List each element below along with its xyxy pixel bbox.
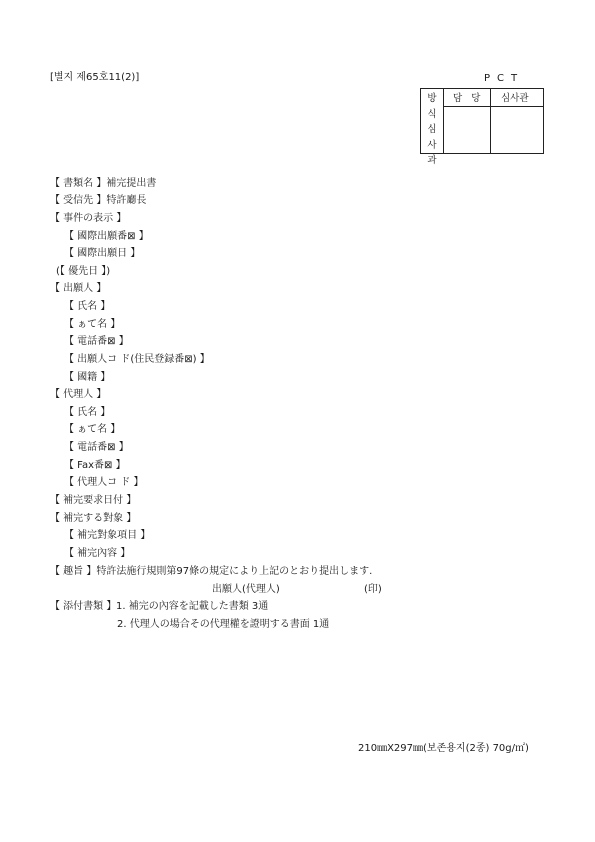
stamp-side-char: 사	[427, 139, 437, 151]
line-intl-application-date: 【 國際出願日 】	[64, 248, 141, 259]
line-applicant-phone: 【 電話番⊠ 】	[64, 336, 129, 347]
examiner-stamp-box	[420, 88, 544, 166]
stamp-col2-label: 심사관	[501, 93, 529, 104]
line-applicant-name: 【 氏名 】	[64, 301, 111, 312]
attachment-item-1: 1. 補完の內容を記載した書類 3通	[116, 601, 269, 612]
line-supplement-item: 【 補完對象項目 】	[64, 530, 151, 541]
line-agent-code: 【 代理人コ ド 】	[64, 477, 144, 488]
line-purpose: 【 趣旨 】特許法施行規則第97條の規定により上記のとおり提出します.	[50, 566, 373, 577]
stamp-side-char: 방	[427, 93, 437, 104]
line-applicant-code: 【 出願人コ ド(住民登録番⊠) 】	[64, 354, 210, 365]
line-agent-fax: 【 Fax番⊠ 】	[64, 460, 126, 471]
attachments-label: 【 添付書類 】	[50, 601, 117, 612]
line-supplement-target: 【 補完する對象 】	[50, 513, 137, 524]
line-applicant: 【 出願人 】	[50, 283, 107, 294]
line-intl-application-number: 【 國際出願番⊠ 】	[64, 231, 149, 242]
signature-name: 出願人(代理人)	[212, 584, 280, 595]
paper-spec-footer: 210㎜X297㎜(보존용지(2종) 70g/㎡)	[358, 743, 529, 754]
stamp-side-label	[426, 91, 438, 166]
stamp-side-char: 식	[427, 108, 437, 120]
line-applicant-address: 【 ぁて名 】	[64, 319, 121, 330]
line-agent-phone: 【 電話番⊠ 】	[64, 442, 129, 453]
attachment-item-2: 2. 代理人の場合その代理權を證明する書面 1通	[117, 619, 330, 630]
stamp-col1-label: 담 당	[453, 93, 481, 104]
stamp-side-char: 과	[427, 155, 437, 166]
stamp-side-column	[421, 89, 444, 166]
line-request-date: 【 補完要求日付 】	[50, 495, 137, 506]
line-supplement-content: 【 補完內容 】	[64, 548, 131, 559]
line-case-indication: 【 事件の表示 】	[50, 213, 127, 224]
pct-label: PCT	[484, 73, 525, 84]
line-recipient: 【 受信先 】特許廳長	[50, 195, 147, 206]
stamp-side-char: 심	[427, 124, 437, 135]
line-document-type: 【 書類名 】補完提出書	[50, 178, 157, 189]
line-agent: 【 代理人 】	[50, 389, 107, 400]
line-priority-date: (【 優先日 】)	[56, 266, 111, 277]
form-reference: [별지 제65호11(2)]	[50, 72, 140, 83]
line-nationality: 【 國籍 】	[64, 372, 111, 383]
line-agent-name: 【 氏名 】	[64, 407, 111, 418]
signature-seal: (印)	[364, 584, 382, 595]
line-agent-address: 【 ぁて名 】	[64, 424, 121, 435]
